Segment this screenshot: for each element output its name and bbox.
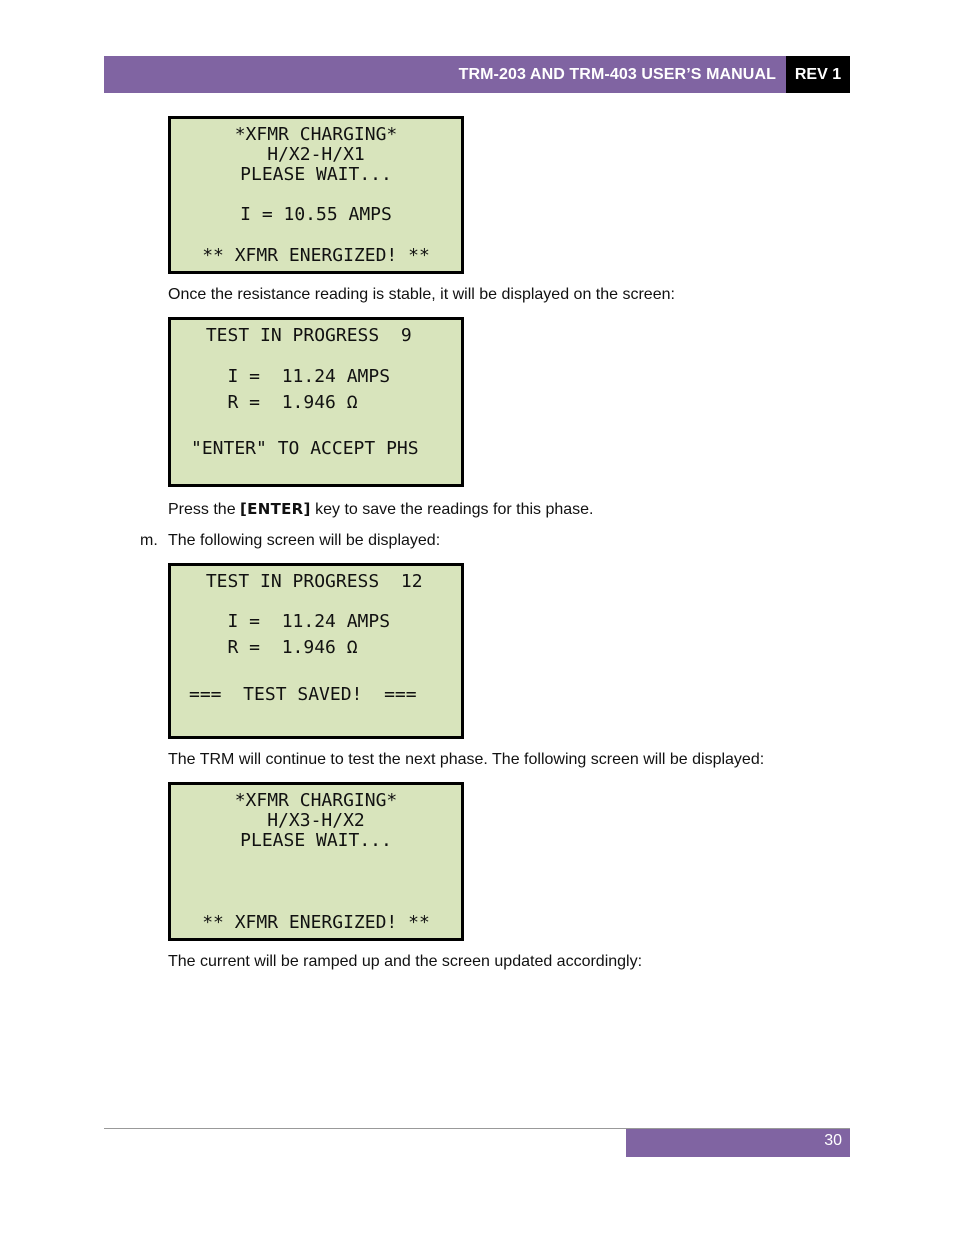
- list-marker: m.: [140, 532, 158, 549]
- manual-title: TRM-203 AND TRM-403 USER’S MANUAL: [458, 66, 776, 83]
- instruction-text-pre: Press the: [168, 501, 241, 518]
- instruction-text: The current will be ramped up and the screen updated accordingly:: [168, 953, 643, 970]
- lcd-line: TEST IN PROGRESS 12: [195, 571, 423, 592]
- lcd-line: R = 1.946 Ω: [195, 392, 358, 413]
- lcd-line: H/X3-H/X2: [267, 810, 365, 831]
- instruction-text-post: key to save the readings for this phase.: [310, 501, 594, 518]
- enter-key-label: [ENTER]: [240, 500, 311, 518]
- lcd-line: R = 1.946 Ω: [195, 637, 358, 658]
- lcd-line: ** XFMR ENERGIZED! **: [202, 245, 430, 266]
- lcd-line: *XFMR CHARGING*: [234, 790, 398, 811]
- instruction-text: Once the resistance reading is stable, it will be displayed on the screen:: [168, 286, 675, 303]
- lcd-line: I = 10.55 AMPS: [240, 204, 392, 225]
- lcd-line: ** XFMR ENERGIZED! **: [202, 912, 430, 933]
- lcd-line: === TEST SAVED! ===: [189, 684, 417, 705]
- instruction-text: The TRM will continue to test the next phase. The following screen will be displayed:: [168, 751, 765, 768]
- lcd-line: PLEASE WAIT...: [240, 830, 392, 851]
- page-number: 30: [626, 1129, 850, 1157]
- lcd-line: *XFMR CHARGING*: [234, 124, 398, 145]
- lcd-line: TEST IN PROGRESS 9: [195, 325, 412, 346]
- lcd-screen-test-saved: [168, 563, 464, 739]
- lcd-screen-test-progress: [168, 317, 464, 487]
- revision-badge: REV 1: [786, 56, 850, 93]
- lcd-line: I = 11.24 AMPS: [195, 366, 391, 387]
- lcd-line: "ENTER" TO ACCEPT PHS: [191, 438, 419, 459]
- header-bar: [104, 56, 850, 93]
- lcd-line: I = 11.24 AMPS: [195, 611, 391, 632]
- lcd-screen-charging-2: [168, 782, 464, 941]
- instruction-text: [168, 499, 594, 520]
- instruction-text: The following screen will be displayed:: [168, 532, 441, 549]
- lcd-line: H/X2-H/X1: [267, 144, 365, 165]
- lcd-line: PLEASE WAIT...: [240, 164, 392, 185]
- lcd-screen-charging-1: [168, 116, 464, 274]
